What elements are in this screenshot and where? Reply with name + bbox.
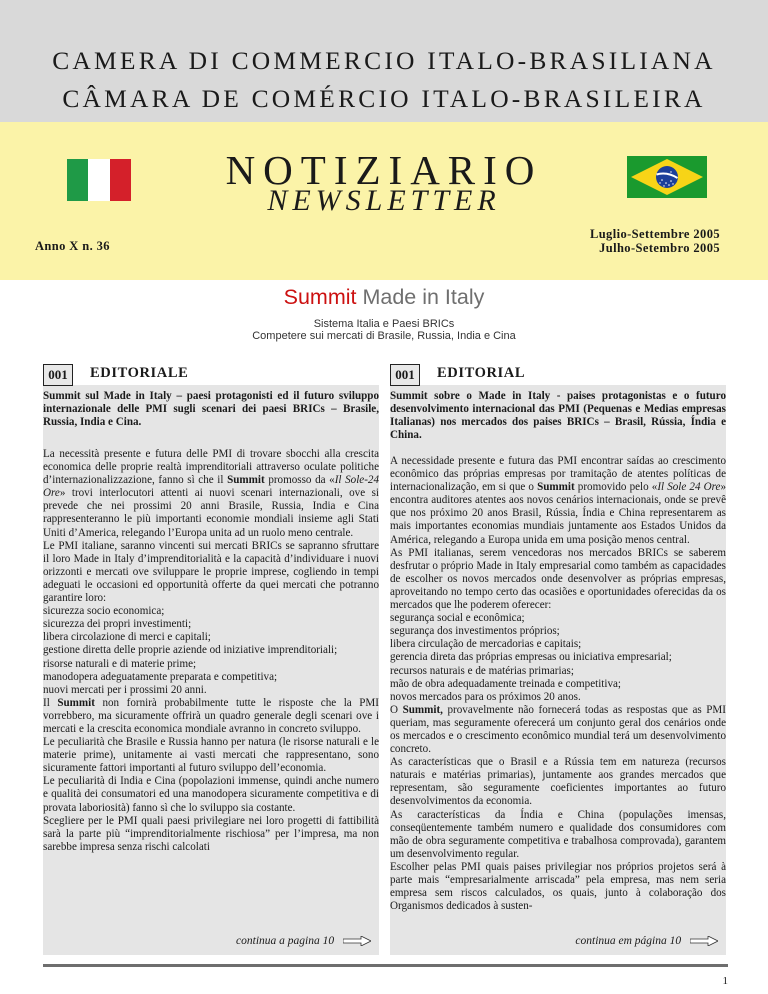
continue-link[interactable]: continua a pagina 10: [236, 935, 371, 947]
paragraph: As características que o Brasil e a Rússia tem em natureza (recursos naturais e matérias primarias), juntamente aos grandes mercados que representam, são seguramente coeficientes importantes ao futuro desenvolvimentos da economia.: [390, 756, 726, 808]
article-body: [390, 455, 726, 913]
summit-word: Summit: [283, 285, 357, 309]
list-item: recursos naturais e de matérias primarias;: [390, 664, 574, 677]
list-item: libera circulação de mercadorias e capitais;: [390, 638, 582, 651]
list-item: sicurezza dei propri investimenti;: [43, 618, 192, 631]
issue-number: Anno X n. 36: [35, 239, 110, 253]
paragraph: Scegliere per le PMI quali paesi privilegiare nei loro progetti di fattibilità sarà la parte più “imprenditorialmente rischiosa” per l’impresa, ma non sarebbe impresa senza rischi calcolati: [43, 814, 379, 853]
section-number: 001: [43, 364, 73, 386]
list-item: novos mercados para os próximos 20 anos.: [390, 690, 581, 703]
paragraph: Le peculiarità di India e Cina (popolazioni immense, quindi anche numero e qualità dei consumatori ed una manodopera sicuramente competitiva e di provata laboriosità) fanno sì che lo sviluppo sia costante.: [43, 775, 379, 814]
section-header: [43, 358, 379, 385]
newsletter-title-it: NOTIZIARIO: [225, 147, 543, 193]
list-item: gestione diretta delle proprie aziende od iniziative imprenditoriali;: [43, 644, 338, 657]
paragraph: Le PMI italiane, saranno vincenti sui mercati BRICs se sapranno sfruttare il loro Made in Italy d’imprenditorialità e la capacità d’individuare i nuovi orizzonti e mercati ove sviluppare le proprie imprese, cogliendo in tempi adeguati le occasioni ed opportunità offerte da quei mercati che potranno garantire loro:: [43, 539, 379, 605]
article-subtitle: Summit sobre o Made in Italy - paises protagonistas e o futuro desenvolvimento internacional das PMI (Pequenas e Medias empresas Italianas) nos mercados dos paises BRICs – Brasil, Rússia, Índia e China.: [390, 390, 726, 442]
paragraph: As PMI italianas, serem vencedoras nos mercados BRICs se saberem desfrutar o próprio Made in Italy empresarial como também as capacidades de escolher os novos mercados onde desenvolver as próprias empresas, aproveitando no tempo certo das ocasiões e oportunidades oferecidas da os mercados que lhe poderem oferecer:: [390, 546, 726, 612]
editorial-column-it: [43, 358, 379, 955]
continue-link[interactable]: continua em página 10: [575, 935, 718, 947]
paragraph: O Summit, provavelmente não fornecerá todas as respostas que as PMI queriam, mas seguramente oferecerá um conjunto geral dos cenários onde os mercados e o crescimento econômico mundial terá um desenvolvimento concreto.: [390, 703, 726, 756]
newsletter-title-en: NEWSLETTER: [267, 184, 501, 217]
list-item: risorse naturali e di materie prime;: [43, 657, 197, 670]
list-item: gerencia direta das próprias empresas ou iniciativa empresarial;: [390, 651, 672, 664]
issue-date-pt: Julho-Setembro 2005: [599, 241, 720, 255]
article-subtitle: Summit sul Made in Italy – paesi protagonisti ed il futuro sviluppo internazionale delle PMI sugli scenari dei paesi BRICs – Brasile, Russia, India e Cina.: [43, 390, 379, 429]
list-item: segurança dos investimentos próprios;: [390, 625, 560, 638]
list-item: libera circolazione di merci e capitali;: [43, 631, 211, 644]
organization-name-pt: CÂMARA DE COMÉRCIO ITALO-BRASILEIRA: [62, 84, 706, 113]
made-in-italy-word: Made in Italy: [362, 285, 485, 309]
section-title: EDITORIALE: [90, 365, 189, 381]
paragraph: Il Summit non fornirà probabilmente tutte le risposte che la PMI vorrebbero, ma sicuramente offrirà un quadro generale degli scenari ove i mercati e la crescita economica mondiale avranno in concreto sviluppo.: [43, 696, 379, 735]
list-item: sicurezza socio economica;: [43, 605, 165, 618]
organization-name-it: CAMERA DI COMMERCIO ITALO-BRASILIANA: [52, 46, 716, 75]
summit-banner: [0, 285, 768, 310]
list-item: nuovi mercati per i prossimi 20 anni.: [43, 683, 207, 696]
issue-date-it: Luglio-Settembre 2005: [589, 227, 720, 241]
list-item: manodopera adeguatamente preparata e competitiva;: [43, 670, 278, 683]
header-band: [0, 0, 768, 122]
page-number: 1: [722, 975, 728, 987]
summit-subtitle-2: Competere sui mercati di Brasile, Russia, India e Cina: [252, 330, 516, 342]
paragraph: La necessità presente e futura delle PMI di trovare sbocchi alla crescita economica delle proprie realtà imprenditoriali attraverso oculate politiche d’internazionalizzazione, fanno sì che il Summit promosso da «Il Sole-24 Ore» trovi interlocutori attenti ai nuovi scenari internazionali, ove si prevede che nei prossimi 20 anni Brasile, Russia, India e Cina rappresenteranno le più importanti economie mondiali insieme agli Stati Uniti d’America, relegando l’Europa unita ad un ruolo meno centrale.: [43, 448, 379, 539]
list-item: mão de obra adequadamente treinada e competitiva;: [390, 677, 622, 690]
list-item: segurança social e econômica;: [390, 612, 525, 625]
arrow-right-icon: [690, 936, 718, 946]
article-body: [43, 448, 379, 854]
paragraph: A necessidade presente e futura das PMI encontrar saídas ao crescimento econômico das próprias empresas por tramitação de atentes políticas de internacionalização, em si que o Summit promovido pelo «Il Sole 24 Ore» encontra auditores atentes aos novos cenários internacionais, onde se prevê que nos próximo 20 anos Brasil, Rússia, Índia e China representarem as mais importantes economias mundiais juntamente aos Estados Unidos da América, relegando a Europa unida em uma posição menos central.: [390, 455, 727, 546]
paragraph: As características da Índia e China (populações imensas, conseqüentemente também numero e qualidade dos consumidores com mão de obra seguramente competitiva e trabalhosa comprovada), garantem um desenvolvimento regular.: [390, 808, 726, 860]
summit-subtitle-1: Sistema Italia e Paesi BRICs: [313, 318, 455, 330]
section-number: 001: [390, 364, 420, 386]
paragraph: Le peculiarità che Brasile e Russia hanno per natura (le risorse naturali e le materie prime), unitamente ai vasti mercati che rappresentano, sono sicuramente fattori importanti al futuro sviluppo dell’economia.: [43, 736, 379, 775]
arrow-right-icon: [343, 936, 371, 946]
footer-rule: [43, 964, 728, 967]
paragraph: Escolher pelas PMI quais paises privilegiar nos próprios projetos será à parte mais “empresarialmente arriscada” pela empresa, mas nem seria empresa sem riscos calculados, os quais, junto à colaboração dos Organismos dedicados à susten-: [390, 860, 726, 913]
editorial-column-pt: [390, 358, 726, 955]
section-header: [390, 358, 726, 385]
section-title: EDITORIAL: [437, 365, 526, 381]
